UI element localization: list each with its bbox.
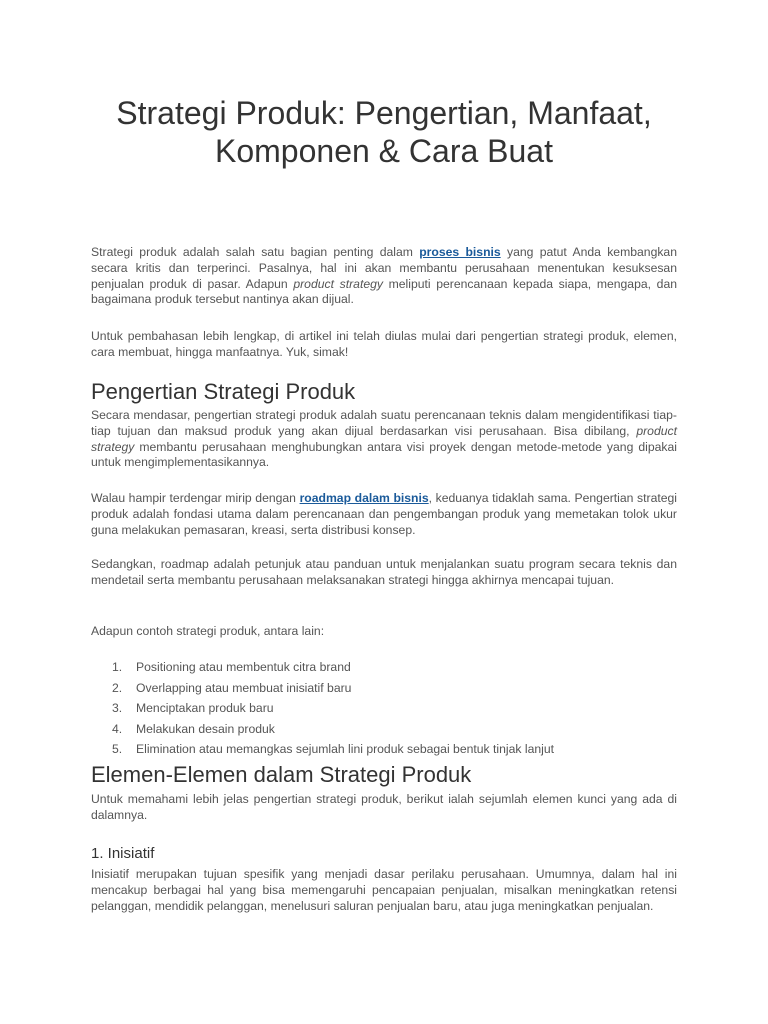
intro-paragraph-2: Untuk pembahasan lebih lengkap, di artikel ini telah diulas mulai dari pengertian strategi produk, elemen, cara membuat, hingga manfaatnya. Yuk, simak! bbox=[91, 329, 677, 359]
list-item-number: 3. bbox=[112, 701, 123, 716]
list-item-text: Melakukan desain produk bbox=[136, 721, 275, 736]
pengertian-paragraph-1 bbox=[91, 408, 677, 471]
list-item-number: 1. bbox=[112, 660, 123, 674]
list-item-text: Elimination atau memangkas sejumlah lini produk sebagai bentuk tinjak lanjut bbox=[136, 742, 554, 757]
list-item bbox=[91, 678, 677, 699]
list-item-number: 5. bbox=[112, 742, 123, 757]
list-item-text: Positioning atau membentuk citra brand bbox=[136, 660, 351, 674]
list-item-text: Menciptakan produk baru bbox=[136, 701, 274, 716]
elemen-paragraph-1: Untuk memahami lebih jelas pengertian strategi produk, berikut ialah sejumlah elemen kunci yang ada di dalamnya. bbox=[91, 792, 677, 822]
section-heading-pengertian: Pengertian Strategi Produk bbox=[91, 379, 356, 404]
intro-text-end: meliputi perencanaan kepada siapa, mengapa, dan bagaimana produk tersebut nantinya akan dijual. bbox=[91, 276, 677, 307]
article-title bbox=[91, 94, 677, 170]
list-item bbox=[91, 698, 677, 719]
title-line-2: Komponen & Cara Buat bbox=[215, 133, 553, 169]
pengertian-paragraph-3: Sedangkan, roadmap adalah petunjuk atau panduan untuk menjalankan suatu program secara teknis dan mendetail serta membantu perusahaan melaksanakan strategi hingga akhirnya mencapai tujuan. bbox=[91, 557, 677, 587]
intro-italic-term: product strategy bbox=[293, 276, 383, 291]
list-item bbox=[91, 739, 677, 760]
pengertian-italic-term: product strategy bbox=[91, 423, 677, 454]
section-heading-elemen: Elemen-Elemen dalam Strategi Produk bbox=[91, 762, 472, 787]
roadmap-text-end: , keduanya tidaklah sama. Pengertian strategi produk adalah fondasi utama dalam perencanaan dan pengembangan produk yang memetakan tolok ukur guna melakukan pemasaran, kreasi, serta distribusi konsep. bbox=[91, 491, 677, 537]
intro-paragraph-1 bbox=[91, 245, 677, 308]
list-item-number: 2. bbox=[112, 680, 123, 695]
inisiatif-paragraph: Inisiatif merupakan tujuan spesifik yang menjadi dasar perilaku perusahaan. Umumnya, dalam hal ini mencakup berbagai hal yang bisa memengaruhi pencapaian penjualan, misalkan meningkatkan retensi pelanggan, mendidik pelanggan, menelusuri saluran penjualan baru, atau juga meningkatkan penjualan. bbox=[91, 867, 677, 913]
list-item-text: Overlapping atau membuat inisiatif baru bbox=[136, 680, 352, 695]
pengertian-paragraph-4: Adapun contoh strategi produk, antara lain: bbox=[91, 624, 325, 638]
pengertian-text-end: membantu perusahaan menghubungkan antara visi proyek dengan metode-metode yang dipakai untuk mengimplementasikannya. bbox=[91, 439, 677, 470]
pengertian-text-start: Secara mendasar, pengertian strategi produk adalah suatu perencanaan teknis dalam mengidentifikasi tiap-tiap tujuan dan maksud produk yang akan dijual berdasarkan visi perusahaan. Bisa dibilang, bbox=[91, 408, 677, 438]
intro-text-start: Strategi produk adalah salah satu bagian penting dalam bbox=[91, 245, 420, 259]
proses-bisnis-link[interactable]: proses bisnis bbox=[419, 245, 501, 259]
list-item-number: 4. bbox=[112, 721, 123, 736]
subheading-inisiatif: 1. Inisiatif bbox=[91, 845, 155, 862]
list-item bbox=[91, 657, 677, 678]
list-item bbox=[91, 719, 677, 740]
roadmap-text-start: Walau hampir terdengar mirip dengan bbox=[91, 491, 300, 505]
roadmap-bisnis-link[interactable]: roadmap dalam bisnis bbox=[299, 491, 429, 505]
title-line-1: Strategi Produk: Pengertian, Manfaat, bbox=[116, 95, 652, 131]
pengertian-paragraph-2 bbox=[91, 491, 677, 538]
intro-text-mid: yang patut Anda kembangkan secara kritis dan terperinci. Pasalnya, hal ini akan membantu perusahaan menentukan kesuksesan penjualan produk di pasar. Adapun bbox=[91, 245, 677, 291]
contoh-strategi-list bbox=[91, 657, 677, 760]
